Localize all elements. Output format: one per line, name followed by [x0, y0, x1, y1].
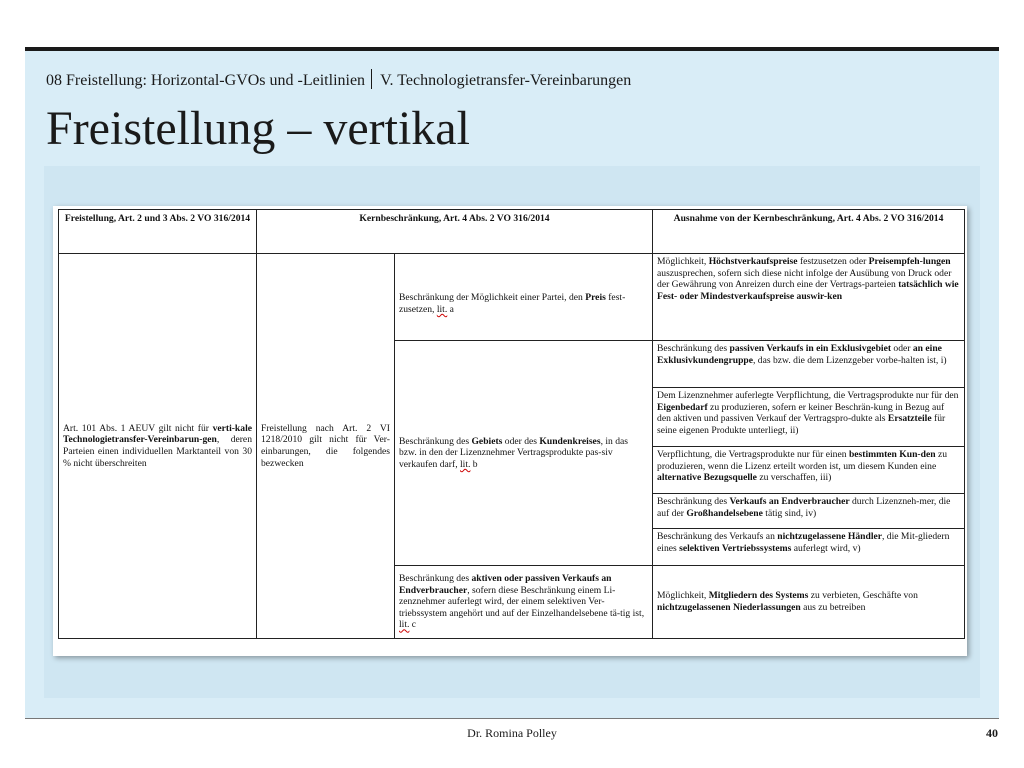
header-core-restriction: Kernbeschränkung, Art. 4 Abs. 2 VO 316/2014 — [257, 210, 653, 254]
subtitle-separator — [371, 69, 372, 89]
exception-system-members-cell: Möglichkeit, Mitgliedern des Systems zu verbieten, Geschäfte von nichtzugelassenen Niederlassungen aus zu betreiben — [653, 566, 965, 639]
exception-exclusive-territory-cell: Beschränkung des passiven Verkaufs in ein Exklusivgebiet oder an eine Exklusivkundengruppe, das bzw. die dem Lizenzgeber vorbe-halten ist, i) — [653, 341, 965, 388]
header-exception: Ausnahme von der Kernbeschränkung, Art. 4 Abs. 2 VO 316/2014 — [653, 210, 965, 254]
restriction-end-users-cell: Beschränkung des aktiven oder passiven Verkaufs an Endverbraucher, sofern diese Beschränkung einem Li-zenznehmer auferlegt wird, der einem selektiven Ver-triebssystem angehört und auf der Einzelhandelsebene tä-tig ist, lit. c — [395, 566, 653, 639]
footer-author: Dr. Romina Polley — [467, 726, 557, 740]
exception-unauthorised-dealers-cell: Beschränkung des Verkaufs an nichtzugelassene Händler, die Mit-gliedern eines selektiven Vertriebssystems auferlegt wird, v) — [653, 529, 965, 566]
restriction-territory-cell: Beschränkung des Gebiets oder des Kundenkreises, in das bzw. in den der Lizenznehmer Vertragsprodukte pas-siv verkaufen darf, lit. b — [395, 341, 653, 566]
exception-own-use-cell: Dem Lizenznehmer auferlegte Verpflichtung, die Vertragsprodukte nur für den Eigenbedarf zu produzieren, sofern er keiner Beschrän-kung in Bezug auf den aktiven und passiven Verkauf der Vertragspro-dukte als Ersatzteile für seine eigenen Produkte unterliegt, ii) — [653, 388, 965, 447]
footer-rule — [25, 718, 999, 719]
exemption-table — [58, 209, 965, 639]
subtitle-left: 08 Freistellung: Horizontal-GVOs und -Leitlinien — [46, 72, 366, 89]
exception-wholesale-cell: Beschränkung des Verkaufs an Endverbraucher durch Lizenzneh-mer, die auf der Großhandelsebene tätig sind, iv) — [653, 494, 965, 529]
header-exemption: Freistellung, Art. 2 und 3 Abs. 2 VO 316/2014 — [59, 210, 257, 254]
table-header-row — [59, 210, 965, 254]
exemption-note-cell: Freistellung nach Art. 2 VI 1218/2010 gilt nicht für Ver-einbarungen, die folgendes bezwecken — [257, 254, 395, 639]
exemption-cell: Art. 101 Abs. 1 AEUV gilt nicht für verti-kale Technologietransfer-Vereinbarun-gen, deren Parteien einen individuellen Marktanteil von 30 % nicht überschreiten — [59, 254, 257, 639]
section-subtitle — [46, 69, 631, 90]
restriction-price-cell: Beschränkung der Möglichkeit einer Partei, den Preis fest-zusetzen, lit. a — [395, 254, 653, 341]
exception-price-cell: Möglichkeit, Höchstverkaufspreise festzusetzen oder Preisempfeh-lungen auszusprechen, sofern sich diese nicht infolge der Ausübung von Druck oder der Gewährung von Anreizen durch eine der Vertrags-parteien tatsächlich wie Fest- oder Mindestverkaufspreise auswir-ken — [653, 254, 965, 341]
table-row — [59, 254, 965, 341]
slide-title: Freistellung – vertikal — [46, 102, 470, 155]
exception-specific-customer-cell: Verpflichtung, die Vertragsprodukte nur für einen bestimmten Kun-den zu produzieren, wenn die Lizenz erteilt worden ist, um diesem Kunden eine alternative Bezugsquelle zu verschaffen, iii) — [653, 447, 965, 494]
subtitle-right: V. Technologietransfer-Vereinbarungen — [380, 72, 632, 89]
page-number: 40 — [986, 726, 998, 740]
